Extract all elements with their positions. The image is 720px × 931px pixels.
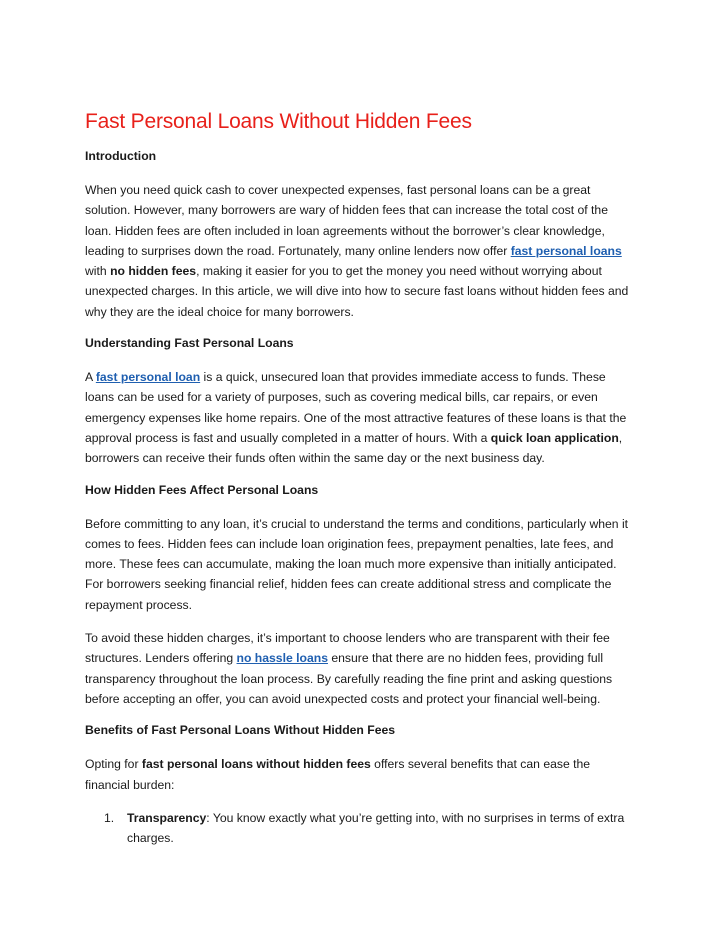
understanding-bold-text: quick loan application [490, 430, 619, 445]
hidden-fees-text-1: To avoid these hidden charges, it’s important to choose lenders who are transparent with their fee structures. Lenders offering [85, 631, 610, 666]
intro-bold-text: no hidden fees [110, 264, 197, 279]
hidden-fees-paragraph-2 [85, 628, 635, 709]
list-item-text: : You know exactly what you’re getting into, with no surprises in terms of extra charges. [127, 810, 625, 846]
intro-text-1: When you need quick cash to cover unexpected expenses, fast personal loans can be a great solution. However, many borrowers are wary of hidden fees that can increase the total cost of the loan. Hidden fees are often included in loan agreements without the borrower’s clear knowledge, leading to surprises down the road. Fortunately, many online lenders now offer [85, 183, 608, 258]
benefits-bold-text: fast personal loans without hidden fees [141, 757, 371, 772]
document-page [85, 108, 635, 848]
benefits-list [85, 808, 635, 849]
page-title: Fast Personal Loans Without Hidden Fees [85, 110, 472, 133]
list-item [85, 808, 635, 849]
intro-text-3: , making it easier for you to get the money you need without worrying about unexpected charges. In this article, we will dive into how to secure fast loans without hidden fees and why they are the ideal choice for many borrowers. [85, 264, 629, 319]
section-heading-understanding: Understanding Fast Personal Loans [85, 336, 294, 351]
no-hassle-loans-link[interactable]: no hassle loans [236, 651, 328, 666]
section-heading-introduction: Introduction [85, 149, 157, 163]
section-heading-benefits: Benefits of Fast Personal Loans Without Hidden Fees [85, 723, 396, 738]
fast-personal-loans-link[interactable]: fast personal loans [510, 243, 622, 258]
understanding-text-2: is a quick, unsecured loan that provides immediate access to funds. These loans can be used for a variety of purposes, such as covering medical bills, car repairs, or even emergency expenses like home repairs. One of the most attractive features of these loans is that the approval process is fast and usually completed in a matter of hours. With a [85, 370, 627, 445]
intro-text-2: with [85, 264, 111, 279]
benefits-text-1: Opting for [85, 757, 142, 772]
understanding-text-3: , borrowers can receive their funds often within the same day or the next business day. [85, 430, 623, 466]
benefits-paragraph [85, 754, 635, 795]
fast-personal-loan-link[interactable]: fast personal loan [95, 370, 201, 385]
understanding-text-1: A [85, 370, 96, 385]
benefits-text-2: offers several benefits that can ease the financial burden: [85, 757, 591, 792]
list-item-number: 1. [104, 810, 115, 825]
intro-paragraph [85, 180, 635, 322]
understanding-paragraph [85, 367, 635, 468]
list-item-term: Transparency [127, 810, 207, 825]
section-heading-hidden-fees: How Hidden Fees Affect Personal Loans [85, 482, 319, 497]
hidden-fees-text-2: ensure that there are no hidden fees, providing full transparency throughout the loan process. By carefully reading the fine print and asking questions before accepting an offer, you can avoid unexpected costs and protect your financial well-being. [85, 651, 613, 706]
hidden-fees-paragraph-1: Before committing to any loan, it’s crucial to understand the terms and conditions, particularly when it comes to fees. Hidden fees can include loan origination fees, prepayment penalties, late fees, and more. These fees can accumulate, making the loan much more expensive than initially anticipated. For borrowers seeking financial relief, hidden fees can create additional stress and complicate the repayment process. [85, 516, 629, 612]
